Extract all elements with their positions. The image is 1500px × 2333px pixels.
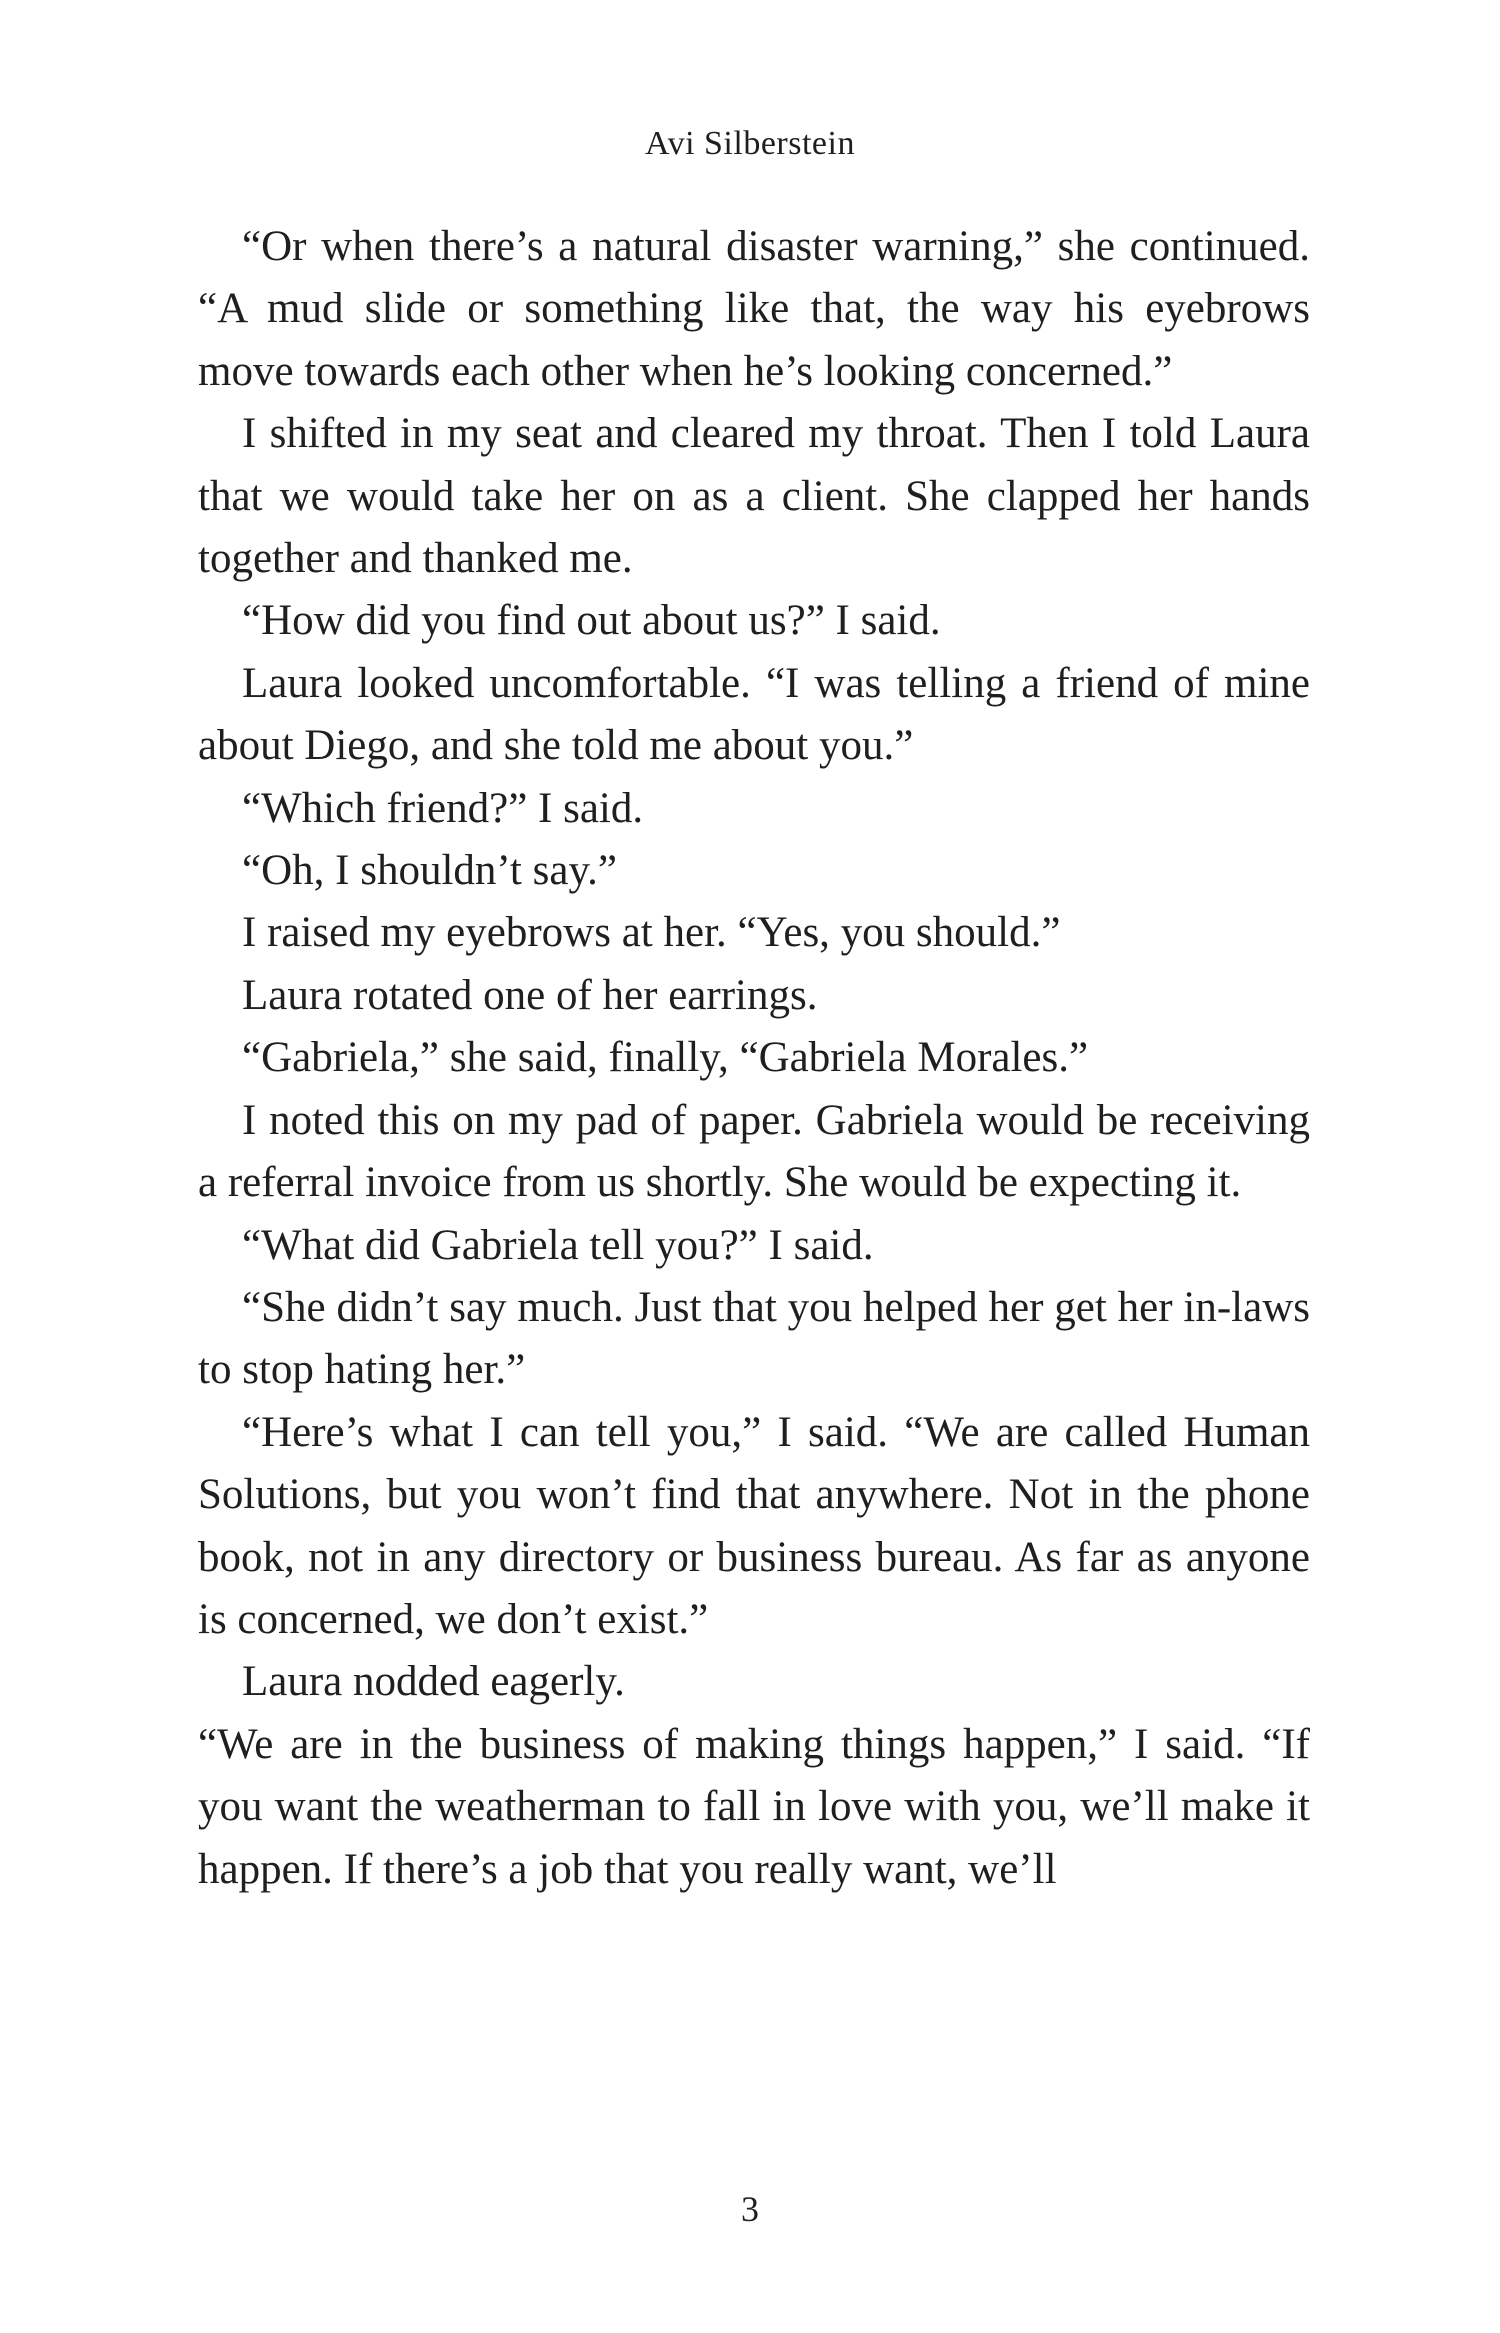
paragraph: “Oh, I shouldn’t say.” <box>242 847 617 895</box>
paragraph: “How did you find out about us?” I said. <box>242 597 941 645</box>
paragraph: “Which friend?” I said. <box>242 784 644 832</box>
body-text <box>198 216 1310 1901</box>
paragraph: I raised my eyebrows at her. “Yes, you should.” <box>242 909 1061 957</box>
running-head: Avi Silberstein <box>645 125 855 162</box>
paragraph: “Or when there’s a natural disaster warning,” she continued. “A mud slide or something like that, the way his eyebrows move towards each other when he’s looking concerned.” <box>198 223 1310 395</box>
paragraph: “We are in the business of making things happen,” I said. “If you want the weatherman to fall in love with you, we’ll make it happen. If there’s a job that you really want, we’ll <box>198 1720 1310 1893</box>
paragraph: I noted this on my pad of paper. Gabriela would be receiving a referral invoice from us shortly. She would be expecting it. <box>198 1096 1310 1207</box>
paragraph: Laura rotated one of her earrings. <box>242 971 818 1019</box>
paragraph: Laura nodded eagerly. <box>242 1658 625 1706</box>
paragraph: “Gabriela,” she said, finally, “Gabriela Morales.” <box>242 1034 1089 1082</box>
paragraph: Laura looked uncomfortable. “I was telling a friend of mine about Diego, and she told me about you.” <box>198 659 1310 770</box>
paragraph: “Here’s what I can tell you,” I said. “We are called Human Solutions, but you won’t find that anywhere. Not in the phone book, not in any directory or business bureau. As far as anyone is concerned, we don’t exist.” <box>198 1408 1310 1643</box>
paragraph: “She didn’t say much. Just that you helped her get her in-laws to stop hating her.” <box>198 1283 1310 1394</box>
page-number: 3 <box>741 2189 759 2229</box>
paragraph: I shifted in my seat and cleared my throat. Then I told Laura that we would take her on as a client. She clapped her hands together and thanked me. <box>198 410 1310 583</box>
paragraph: “What did Gabriela tell you?” I said. <box>242 1221 874 1269</box>
